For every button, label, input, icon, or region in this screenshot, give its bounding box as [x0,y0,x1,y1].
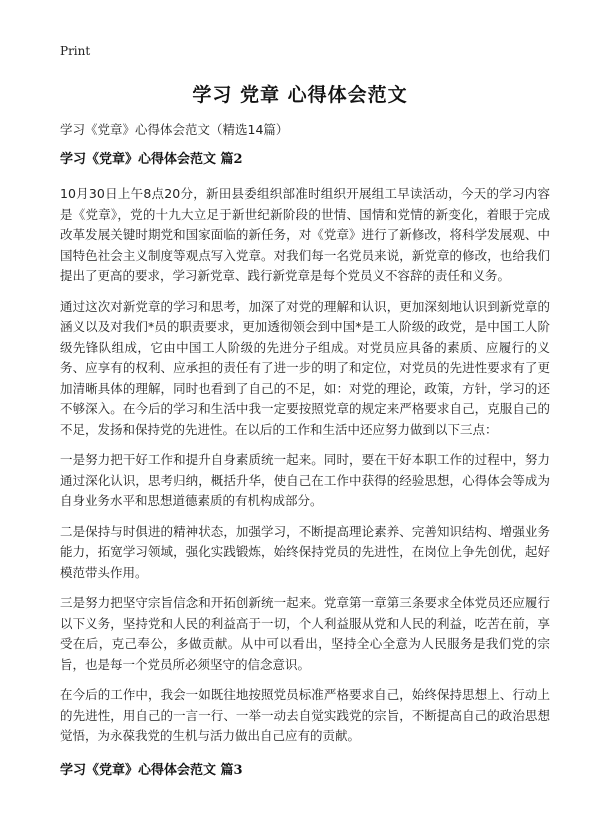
section [60,761,550,781]
section-heading: 学习《党章》心得体会范文 篇2 [60,152,243,167]
section-heading: 学习《党章》心得体会范文 篇3 [60,762,243,778]
paragraph: 在今后的工作中，我会一如既往地按照党员标准严格要求自己，始终保持思想上、行动上的先进性，用自己的一言一行、一举一动去自觉实践党的宗旨，不断提高自己的政治思想觉悟，为永葆我党的生机与活力做出自己应有的贡献。 [60,687,550,743]
paragraph: 二是保持与时俱进的精神状态，加强学习，不断提高理论素养、完善知识结构、增强业务能力，拓宽学习领域，强化实践锻炼，始终保持党员的先进性，在岗位上争先创优，起好模范带头作用。 [60,523,550,580]
print-link[interactable]: Print [60,44,91,58]
document-title: 学习 党章 心得体会范文 [192,84,408,106]
paragraph: 三是努力把坚守宗旨信念和开拓创新统一起来。党章第一章第三条要求全体党员还应履行以下义务，坚持党和人民的利益高于一切，个人利益服从党和人民的利益，吃苦在前，享受在后，克己奉公，多做贡献。从中可以看出，坚持全心全意为人民服务是我们党的宗旨，也是每一个党员所必须坚守的信念意识。 [60,595,550,672]
document-subtitle: 学习《党章》心得体会范文（精选14篇） [60,122,289,137]
section [60,150,550,747]
paragraph: 通过这次对新党章的学习和思考，加深了对党的理解和认识，更加深刻地认识到新党章的涵义以及对我们*员的职责要求，更加透彻领会到中国*是工人阶级的政党，是中国工人阶级先锋队组成，它由中国工人阶级的先进分子组成。对党员应具备的素质、应履行的义务、应享有的权利、应承担的责任有了进一步的明了和定位，对党员的先进性要求有了更加清晰具体的理解，同时也看到了自己的不足，如：对党的理论，政策，方针，学习的还不够深入。在今后的学习和生活中我一定要按照党章的规定来严格要求自己，克服自己的不足，发扬和保持党的先进性。在以后的工作和生活中还应努力做到以下三点： [60,298,550,437]
paragraph: 10月30日上午8点20分，新田县委组织部准时组织开展组工早读活动，今天的学习内容是《党章》，党的十九大立足于新世纪新阶段的世情、国情和党情的新变化，着眼于完成改革发展关键时期党和国家面临的新任务，对《党章》进行了新修改，将科学发展观、中国特色社会主义制度等观点写入党章。对我们每一名党员来说，新党章的修改，也给我们提出了更高的要求，学习新党章、践行新党章是每个党员义不容辞的责任和义务。 [60,186,550,283]
paragraph: 一是努力把干好工作和提升自身素质统一起来。同时，要在干好本职工作的过程中，努力通过深化认识，思考归纳，概括升华，使自己在工作中获得的经验思想，心得体会等成为自身业务水平和思想道德素质的有机构成部分。 [60,452,550,508]
document-body [60,120,550,789]
